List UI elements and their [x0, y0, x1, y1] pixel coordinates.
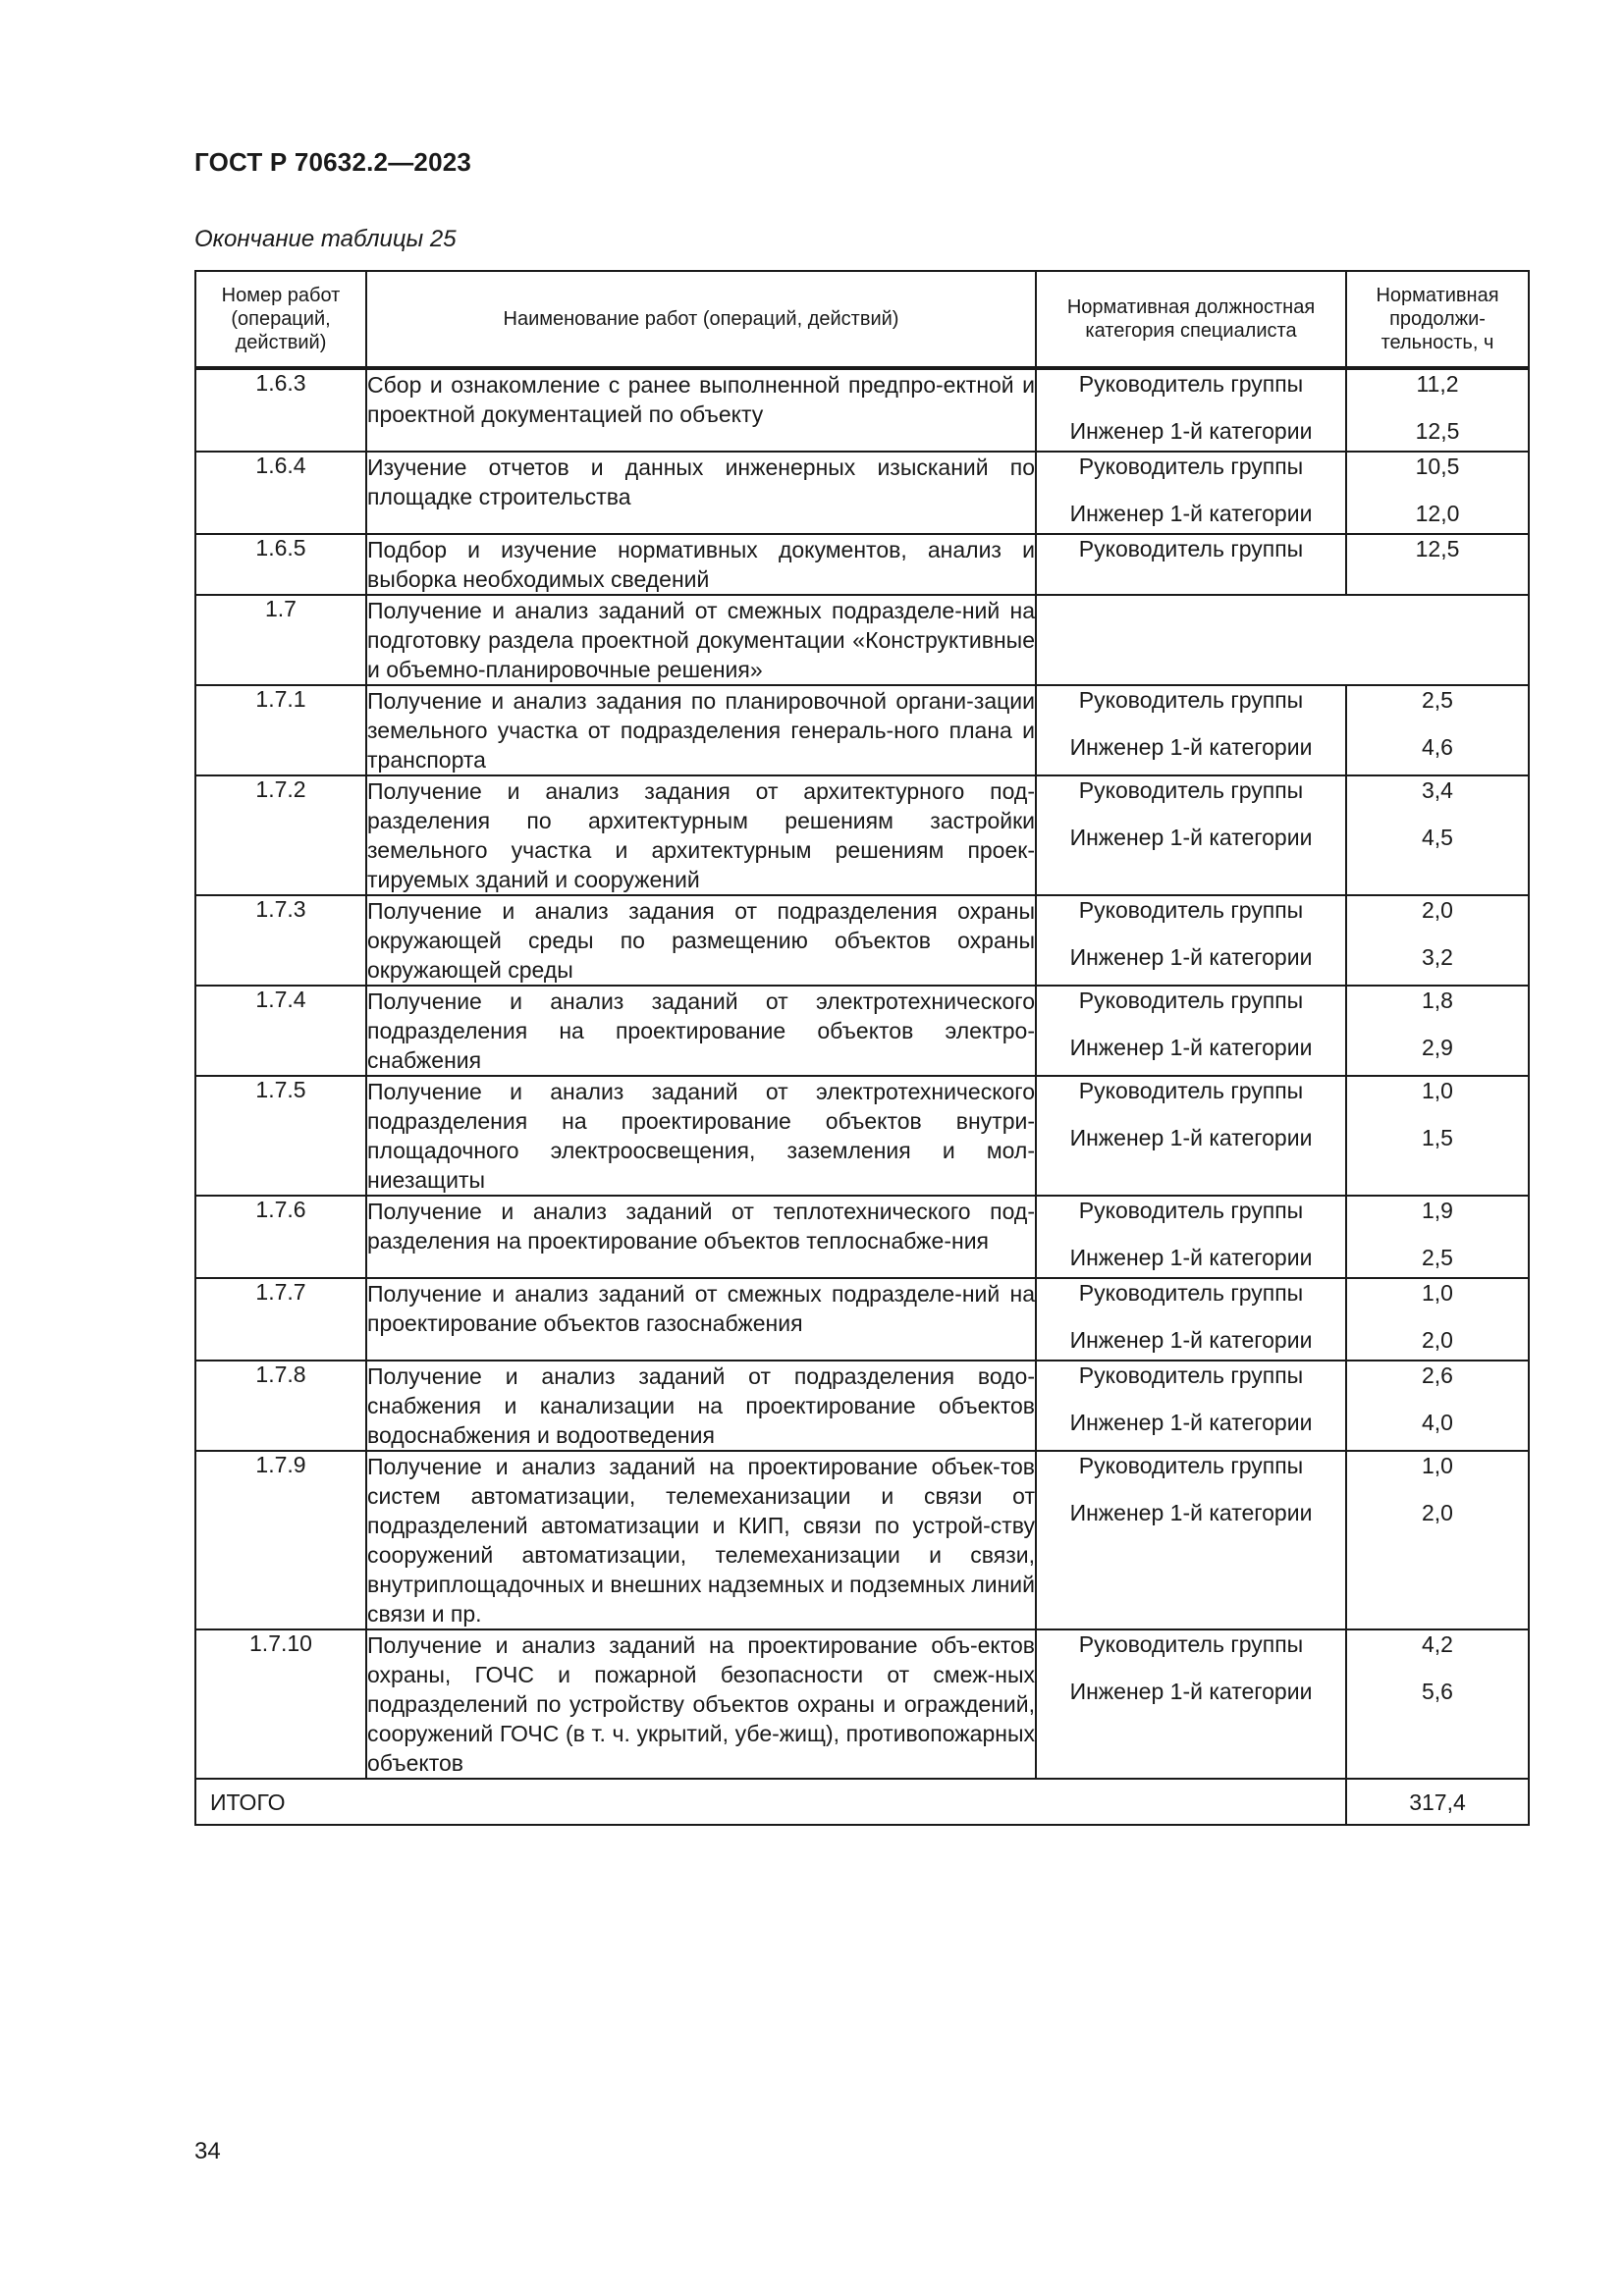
specialist-category: Инженер 1-й категории	[1069, 734, 1313, 760]
row-work-name: Получение и анализ заданий от теплотехнического под-разделения на проектирование объектов теплоснабже-ния	[366, 1196, 1036, 1278]
row-duration-cell	[1346, 1451, 1529, 1629]
row-work-name: Сбор и ознакомление с ранее выполненной предпро-ектной и проектной документацией по объекту	[366, 368, 1036, 452]
column-header-category: Нормативная должностная категория специалиста	[1036, 271, 1346, 368]
table-row	[195, 1196, 1529, 1278]
specialist-category: Инженер 1-й категории	[1069, 1327, 1313, 1353]
row-work-name: Получение и анализ задания от подразделения охраны окружающей среды по размещению объектов охраны окружающей среды	[366, 895, 1036, 986]
row-duration-cell	[1346, 368, 1529, 452]
row-duration-cell	[1346, 534, 1529, 595]
row-work-name: Получение и анализ задания от архитектурного под-разделения по архитектурным решениям застройки земельного участка и архитектурным решениям проек-тируемых зданий и сооружений	[366, 775, 1036, 895]
specialist-category: Инженер 1-й категории	[1069, 944, 1313, 970]
duration-value: 4,5	[1422, 825, 1453, 850]
row-duration-cell	[1346, 1076, 1529, 1196]
duration-value: 2,0	[1422, 1500, 1453, 1525]
specialist-category: Руководитель группы	[1078, 1078, 1304, 1103]
row-work-name: Изучение отчетов и данных инженерных изысканий по площадке строительства	[366, 452, 1036, 534]
row-work-name: Подбор и изучение нормативных документов, анализ и выборка необходимых сведений	[366, 534, 1036, 595]
table-row	[195, 685, 1529, 775]
row-work-name: Получение и анализ заданий от смежных подразделе-ний на подготовку раздела проектной документации «Конструктивные и объемно-планировочные решения»	[366, 595, 1036, 685]
row-number: 1.7.4	[195, 986, 366, 1076]
specialist-category: Руководитель группы	[1078, 1280, 1304, 1306]
row-category-cell	[1036, 685, 1346, 775]
specialist-category: Руководитель группы	[1078, 687, 1304, 713]
duration-value: 4,2	[1422, 1631, 1453, 1657]
work-norms-table	[194, 270, 1530, 1826]
row-category-cell	[1036, 1076, 1346, 1196]
row-work-name: Получение и анализ заданий от электротехнического подразделения на проектирование объектов электро-снабжения	[366, 986, 1036, 1076]
row-category-cell	[1036, 1196, 1346, 1278]
page-number: 34	[194, 2138, 221, 2164]
duration-value: 1,8	[1422, 988, 1453, 1013]
duration-value: 3,4	[1422, 777, 1453, 803]
row-duration-cell	[1346, 895, 1529, 986]
table-body	[195, 368, 1529, 1779]
row-duration-cell	[1346, 1629, 1529, 1779]
column-header-name: Наименование работ (операций, действий)	[366, 271, 1036, 368]
row-category-cell	[1036, 1629, 1346, 1779]
row-work-name: Получение и анализ заданий на проектирование объ-ектов охраны, ГОЧС и пожарной безопасности от смеж-ных подразделений по устройству объектов охраны и ограждений, сооружений ГОЧС (в т. ч. укрытий, убе-жищ), противопожарных объектов	[366, 1629, 1036, 1779]
specialist-category: Руководитель группы	[1078, 1453, 1304, 1478]
table-header-row	[195, 271, 1529, 368]
table-row	[195, 895, 1529, 986]
row-category-cell	[1036, 986, 1346, 1076]
table-row	[195, 986, 1529, 1076]
duration-value: 10,5	[1415, 454, 1460, 479]
row-number: 1.7.6	[195, 1196, 366, 1278]
specialist-category: Инженер 1-й категории	[1069, 825, 1313, 850]
table-row	[195, 775, 1529, 895]
total-label: ИТОГО	[195, 1779, 1346, 1825]
row-number: 1.7.1	[195, 685, 366, 775]
duration-value: 4,0	[1422, 1410, 1453, 1435]
row-work-name: Получение и анализ заданий от электротехнического подразделения на проектирование объектов внутри-площадочного электроосвещения, заземления и мол-ниезащиты	[366, 1076, 1036, 1196]
specialist-category: Инженер 1-й категории	[1069, 1035, 1313, 1060]
row-duration-cell	[1346, 986, 1529, 1076]
row-number: 1.6.4	[195, 452, 366, 534]
row-duration-cell	[1346, 1196, 1529, 1278]
duration-value: 2,0	[1422, 897, 1453, 923]
table-row	[195, 1278, 1529, 1361]
specialist-category: Руководитель группы	[1078, 897, 1304, 923]
row-work-name: Получение и анализ задания по планировочной органи-зации земельного участка от подразделения генераль-ного плана и транспорта	[366, 685, 1036, 775]
row-duration-cell	[1346, 775, 1529, 895]
specialist-category: Руководитель группы	[1078, 1631, 1304, 1657]
duration-value: 12,5	[1415, 418, 1460, 444]
row-duration-cell	[1346, 685, 1529, 775]
row-category-cell	[1036, 775, 1346, 895]
row-number: 1.7.9	[195, 1451, 366, 1629]
row-number: 1.7.8	[195, 1361, 366, 1451]
table-row	[195, 368, 1529, 452]
duration-value: 12,0	[1415, 501, 1460, 526]
duration-value: 5,6	[1422, 1679, 1453, 1704]
document-code: ГОСТ Р 70632.2—2023	[194, 147, 472, 177]
row-category-cell	[1036, 534, 1346, 595]
duration-value: 2,5	[1422, 1245, 1453, 1270]
row-number: 1.7.10	[195, 1629, 366, 1779]
duration-value: 2,0	[1422, 1327, 1453, 1353]
table-row	[195, 452, 1529, 534]
row-category-cell	[1036, 1361, 1346, 1451]
row-duration-cell	[1346, 1361, 1529, 1451]
table-row	[195, 1451, 1529, 1629]
row-category-cell	[1036, 368, 1346, 452]
column-header-number: Номер работ (операций, действий)	[195, 271, 366, 368]
row-category-cell	[1036, 895, 1346, 986]
specialist-category: Инженер 1-й категории	[1069, 418, 1313, 444]
specialist-category: Руководитель группы	[1078, 1362, 1304, 1388]
specialist-category: Инженер 1-й категории	[1069, 1410, 1313, 1435]
duration-value: 11,2	[1416, 371, 1459, 397]
specialist-category: Инженер 1-й категории	[1069, 1500, 1313, 1525]
duration-value: 4,6	[1422, 734, 1453, 760]
row-number: 1.7	[195, 595, 366, 685]
specialist-category: Руководитель группы	[1078, 988, 1304, 1013]
table-row	[195, 1361, 1529, 1451]
duration-value: 12,5	[1415, 536, 1460, 561]
total-row	[195, 1779, 1529, 1825]
table-caption: Окончание таблицы 25	[194, 226, 457, 252]
row-merged-empty-cell	[1036, 595, 1529, 685]
specialist-category: Инженер 1-й категории	[1069, 501, 1313, 526]
column-header-duration: Нормативная продолжи-тельность, ч	[1346, 271, 1529, 368]
duration-value: 1,9	[1422, 1198, 1453, 1223]
specialist-category: Руководитель группы	[1078, 1198, 1304, 1223]
duration-value: 2,9	[1422, 1035, 1453, 1060]
row-number: 1.7.2	[195, 775, 366, 895]
table-row	[195, 1076, 1529, 1196]
row-duration-cell	[1346, 452, 1529, 534]
row-category-cell	[1036, 1278, 1346, 1361]
table-row	[195, 534, 1529, 595]
duration-value: 1,0	[1422, 1453, 1453, 1478]
specialist-category: Инженер 1-й категории	[1069, 1679, 1313, 1704]
row-number: 1.7.3	[195, 895, 366, 986]
duration-value: 1,5	[1422, 1125, 1453, 1150]
specialist-category: Инженер 1-й категории	[1069, 1245, 1313, 1270]
row-category-cell	[1036, 1451, 1346, 1629]
duration-value: 1,0	[1422, 1078, 1453, 1103]
specialist-category: Руководитель группы	[1078, 777, 1304, 803]
specialist-category: Инженер 1-й категории	[1069, 1125, 1313, 1150]
duration-value: 3,2	[1422, 944, 1453, 970]
row-work-name: Получение и анализ заданий от смежных подразделе-ний на проектирование объектов газоснабжения	[366, 1278, 1036, 1361]
duration-value: 2,5	[1422, 687, 1453, 713]
row-duration-cell	[1346, 1278, 1529, 1361]
row-number: 1.7.5	[195, 1076, 366, 1196]
table-row	[195, 1629, 1529, 1779]
specialist-category: Руководитель группы	[1078, 536, 1304, 561]
row-category-cell	[1036, 452, 1346, 534]
row-work-name: Получение и анализ заданий от подразделения водо-снабжения и канализации на проектирование объектов водоснабжения и водоотведения	[366, 1361, 1036, 1451]
specialist-category: Руководитель группы	[1078, 371, 1304, 397]
duration-value: 2,6	[1422, 1362, 1453, 1388]
duration-value: 1,0	[1422, 1280, 1453, 1306]
table-row	[195, 595, 1529, 685]
total-value: 317,4	[1346, 1779, 1529, 1825]
row-work-name: Получение и анализ заданий на проектирование объек-тов систем автоматизации, телемеханизации и связи от подразделений автоматизации и КИП, связи по устрой-ству сооружений автоматизации, телемеханизации и связи, внутриплощадочных и внешних надземных и подземных линий связи и пр.	[366, 1451, 1036, 1629]
row-number: 1.7.7	[195, 1278, 366, 1361]
row-number: 1.6.5	[195, 534, 366, 595]
row-number: 1.6.3	[195, 368, 366, 452]
specialist-category: Руководитель группы	[1078, 454, 1304, 479]
